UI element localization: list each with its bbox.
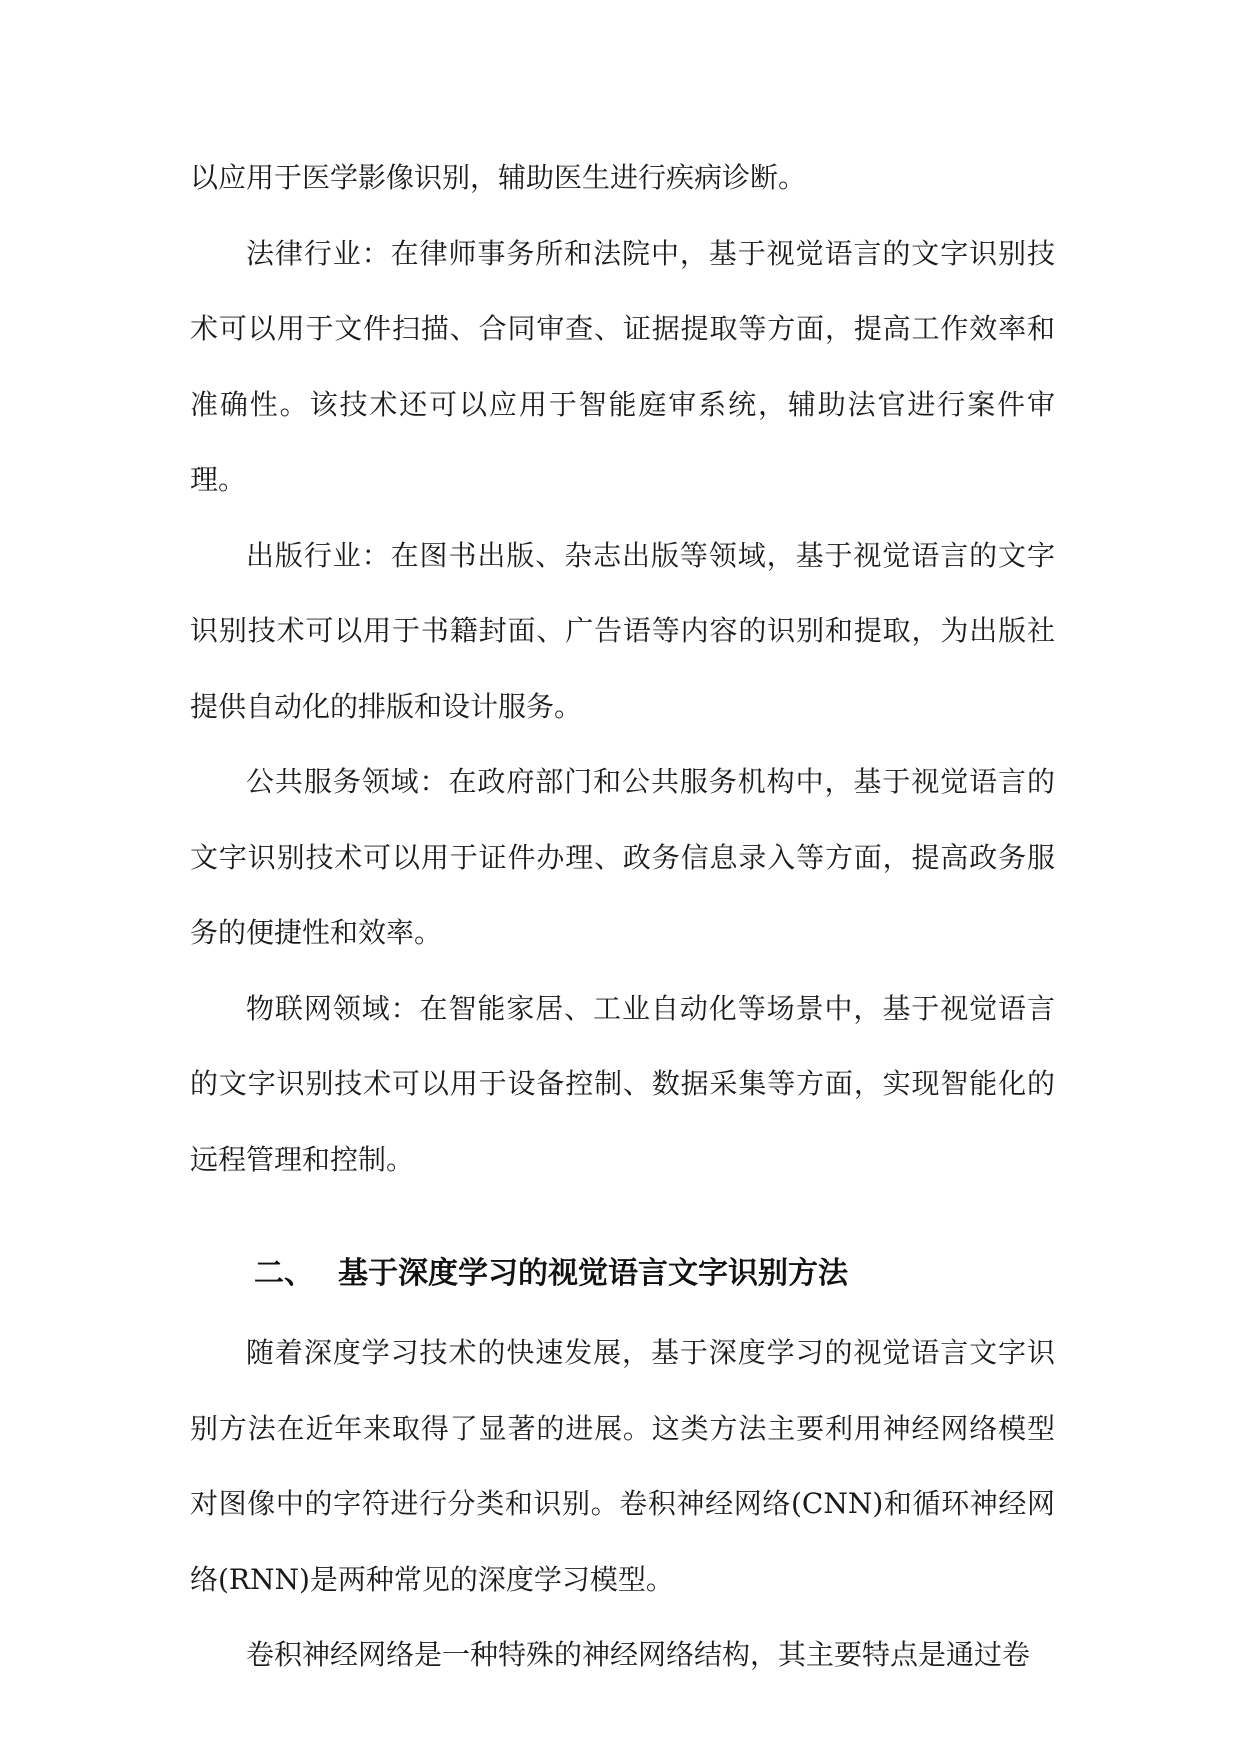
paragraph-public-service: 公共服务领域：在政府部门和公共服务机构中，基于视觉语言的文字识别技术可以用于证件办理、政务信息录入等方面，提高政务服务的便捷性和效率。 [190,765,1055,949]
paragraph-legal-industry: 法律行业：在律师事务所和法院中，基于视觉语言的文字识别技术可以用于文件扫描、合同审查、证据提取等方面，提高工作效率和准确性。该技术还可以应用于智能庭审系统，辅助法官进行案件审理。 [190,236,1055,496]
section-number: 二、 [254,1256,314,1291]
paragraph-publishing-industry: 出版行业：在图书出版、杂志出版等领域，基于视觉语言的文字识别技术可以用于书籍封面、广告语等内容的识别和提取，为出版社提供自动化的排版和设计服务。 [190,538,1055,723]
section-heading [190,1241,1055,1307]
section-title: 基于深度学习的视觉语言文字识别方法 [338,1256,848,1291]
paragraph-iot: 物联网领域：在智能家居、工业自动化等场景中，基于视觉语言的文字识别技术可以用于设备控制、数据采集等方面，实现智能化的远程管理和控制。 [190,991,1055,1176]
paragraph-continued: 以应用于医学影像识别，辅助医生进行疾病诊断。 [190,161,807,194]
paragraph-cnn-intro: 卷积神经网络是一种特殊的神经网络结构，其主要特点是通过卷 [246,1638,1031,1671]
document-body [190,140,1055,1693]
paragraph-deep-learning-intro: 随着深度学习技术的快速发展，基于深度学习的视觉语言文字识别方法在近年来取得了显著的进展。这类方法主要利用神经网络模型对图像中的字符进行分类和识别。卷积神经网络(CNN)和循环神经网络(RNN)是两种常见的深度学习模型。 [190,1336,1055,1596]
